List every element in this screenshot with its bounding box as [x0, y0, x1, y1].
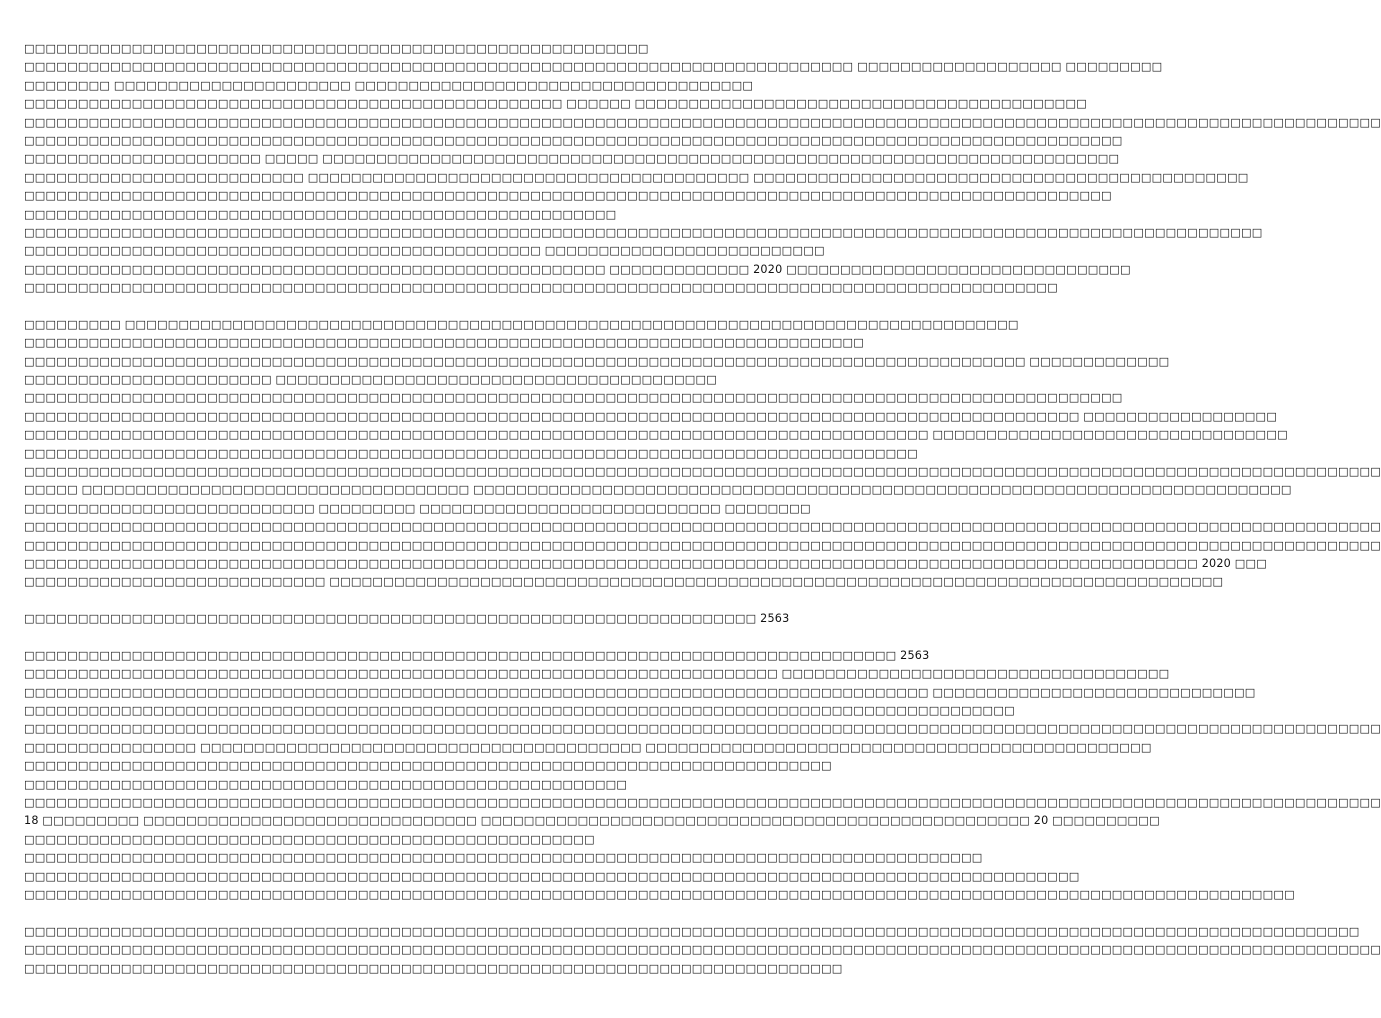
text-line: □□□□□□□□□□□□□□□□□□□□□□□□□□□□□□□□□□□□□□□□□□□□□□□□ □□□□□□□□□□□□□□□□□□□□□□□□□□	[24, 244, 825, 258]
text-line: □□□□□□□□□□□□□□□□□□□□□□□□□□□□□□□□□□□□□□□□□□□□□□□□□□□□□□□□□□□□□□□□□□□□□□□□□□□□□□□□□□□□□□□□□□□□	[24, 704, 1015, 718]
text-line: □□□□□□□□□□□□□□□□□□□□□□□□□□□□□□□□□□□□□□□□□□□□□□□□□□□□□□□□□□	[24, 42, 649, 55]
text-line: □□□□□□□□ □□□□□□□□□□□□□□□□□□□□□□ □□□□□□□□□□□□□□□□□□□□□□□□□□□□□□□□□□□□□	[24, 78, 754, 92]
text-line: □□□□□□□□□□□□□□□□□□□□□□□□□□□□□□□□□□□□□□□□□□□□□□□□□□□□□□□□□□□□□□□□□□□□□□□□□□□□□□□□□□□□□□□□□□□□□□□□□□□□□□□□□□□□□□□□□□□□□□□□□□□□	[24, 924, 1360, 938]
text-line: □□□□□□□□□□□□□□□□□□□□□□□□□□□□□□□□□□□□□□□□□□□□□□□□□□□□□□□□□□□□□□□□□□□□□□□□□□□□□□□□□□□□□□□□□□□□□ □□□□□□□□□□□□□	[24, 354, 1170, 368]
text-line: □□□□□□□□□□□□□□□□□□□□□□□□□□□□□□□□□□□□□□□□□□□□□□□□□□□□□□□□□□□□□□□□□□□□□□□□□□□□□□□□□□□□□□□□□□□□□□□□□□□□□□	[24, 391, 1123, 405]
text-line: □□□□□□□□□□□□□□□□□□□□□□□□□□□□□□□□□□□□□□□□□□□□□□□□□□□□□□□	[24, 207, 617, 221]
text-line: □□□□□□□□□ □□□□□□□□□□□□□□□□□□□□□□□□□□□□□□□□□□□□□□□□□□□□□□□□□□□□□□□□□□□□□□□□□□□□□□□□□□□□□□□□□□□	[24, 317, 1019, 331]
text-line: □□□□□□□□□□□□□□□□□□□□□□□□□□□□□□□□□□□□□□□□□□□□□□□□□□□□□□□□□□□□□□□□□□□□□□ □□□□□□□□□□□□□□□□□□□□□□□□□□□□□□□□□□□□	[24, 667, 1170, 681]
text-line: □□□□□□□□□□□□□□□□ □□□□□□□□□□□□□□□□□□□□□□□□□□□□□□□□□□□□□□□□□ □□□□□□□□□□□□□□□□□□□□□□□□□□□□□□□□□□□□□□□□□□□□□□□	[24, 740, 1152, 754]
paragraph	[24, 923, 1381, 978]
text-line: □□□□□□□□□□□□□□□□□□□□□□□□□□□□□□□□□□□□□□□□□□□□□□□□□□□□□□□□□□□□□□□□□□□□□□□□□□□□□□	[24, 336, 865, 350]
text-line: □□□□□□□□□□□□□□□□□□□□□□□□□□□□□□□□□□□□□□□□□□□□□□□□□□□□□□□□□□□□□□□□□□□□□□□□□□□□□□□□□□□□□□□□□□□□□□□□□□□□□□□□□□□□□□□□□□□□□□□□□□□□□□	[24, 538, 1381, 552]
text-line: □□□□□□□□□□□□□□□□□□□□□□□□□□□□ □□□□□□□□□□□□□□□□□□□□□□□□□□□□□□□□□□□□□□□□□□□□□□□□□□□□□□□□□□□□□□□□□□□□□□□□□□□□□□□□□□□	[24, 575, 1224, 589]
paragraph	[24, 610, 790, 628]
text-line: □□□□□□□□□□□□□□□□□□□□□□□□□□□□□□□□□□□□□□□□□□□□□□□□□□□□□□□□□□□□□□□□□□□□□□□□□□□□□□□□□□□□□□□□□□□□□□□□□□□□□□□□□□□□□□□□□□□□□□□□□□□□□□	[24, 722, 1381, 736]
text-line: □□□□□□□□□□□□□□□□□□□□□□□□□□□□□□□□□□□□□□□□□□□□□□□□□□□□□□□□□□□□□□□□□□□□□□□□□□□□□□□□□□□□□□□□□□□□□□□□□□□□□□□□□□□□□□□□□□□□□□□□□□□□□□	[24, 464, 1381, 478]
paragraph-gap	[24, 297, 696, 315]
text-line: 18 □□□□□□□□□ □□□□□□□□□□□□□□□□□□□□□□□□□□□□□□□ □□□□□□□□□□□□□□□□□□□□□□□□□□□□□□□□□□□□□□□□□□□□□□□□□□□ 20 □□□□□□□□□□	[24, 814, 1160, 828]
text-line: □□□□□□□□□□□□□□□□□□□□□□□□□□□□□□□□□□□□□□□□□□□□□□□□□□□□□□□□□□□□□□□□□□□□□□□□□□□	[24, 759, 832, 773]
text-line: □□□□□□□□□□□□□□□□□□□□□□□ □□□□□□□□□□□□□□□□□□□□□□□□□□□□□□□□□□□□□□□□□	[24, 373, 718, 387]
paragraph	[24, 647, 1381, 904]
text-line: □□□□□□□□□□□□□□□□□□□□□□□□□□□□□□□□□□□□□□□□□□□□□□□□□□□□□	[24, 832, 595, 846]
text-line: □□□□□□□□□□□□□□□□□□□□□□□□□□□□□□□□□□□□□□□□□□□□□□□□□□□□□□□□□□□□□□□□□□□□□□□□□□□□□□□□□□□□□□□□□□□□□□□□□□□□□□□□□□□□□□□□□□□□□□	[24, 887, 1295, 901]
text-line: □□□□□□□□□□□□□□□□□□□□□□ □□□□□ □□□□□□□□□□□□□□□□□□□□□□□□□□□□□□□□□□□□□□□□□□□□□□□□□□□□□□□□□□□□□□□□□□□□□□□□□□	[24, 152, 1120, 166]
text-line: □□□□□□□□□□□□□□□□□□□□□□□□□□□□□□□□□□□□□□□□□□□□□□□□□□□□□□□□□□□□□□□□□□□□□□□□□□□□□□□□□□□□□□□□□□□□□□□□□□□□□	[24, 189, 1112, 203]
text-line: □□□□□□□□□□□□□□□□□□□□□□□□□□□□□□□□□□□□□□□□□□□□□□□□□□□□□□□□□□□□□□□□□□□□ 2563	[24, 612, 790, 626]
text-line: □□□□□□□□□□□□□□□□□□□□□□□□□□□ □□□□□□□□□ □□□□□□□□□□□□□□□□□□□□□□□□□□□□ □□□□□□□□	[24, 501, 811, 515]
text-line: □□□□□□□□□□□□□□□□□□□□□□□□□□□□□□□□□□□□□□□□□□□□□□□□□□□□□□□□□□□□□□□□□□□□□□□□□□□□□□□□□□□□□□□□□□□□□□□□□□□□□□□□□□□□□□□□□□□□□□□□□□□□□□	[24, 115, 1381, 129]
text-line: □□□□□□□□□□□□□□□□□□□□□□□□□□ □□□□□□□□□□□□□□□□□□□□□□□□□□□□□□□□□□□□□□□□□ □□□□□□□□□□□□□□□□□□□□□□□□□□□□□□□□□□□□□□□□□□□□□□	[24, 170, 1249, 184]
paragraph	[24, 316, 1381, 592]
text-line: □□□□□□□□□□□□□□□□□□□□□□□□□□□□□□□□□□□□□□□□□□□□□□□□□□□□□□□□□□□□□□□□□□□□□□□□□□□□□□□□□□□□□□□□□□□□□□□□□□□□□□□□□□□□□□□□□□□□□□□□□□□□□□	[24, 796, 1381, 810]
text-line: □□□□□ □□□□□□□□□□□□□□□□□□□□□□□□□□□□□□□□□□□□ □□□□□□□□□□□□□□□□□□□□□□□□□□□□□□□□□□□□□□□□□□□□□□□□□□□□□□□□□□□□□□□□□□□□□□□□□□□□	[24, 483, 1292, 497]
text-line: □□□□□□□□□□□□□□□□□□□□□□□□□□□□□□□□□□□□□□□□□□□□□□□□□□□□□□□□□□□□□□□□□□□□□□□□□□□□	[24, 961, 843, 975]
text-line: □□□□□□□□□□□□□□□□□□□□□□□□□□□□□□□□□□□□□□□□□□□□□□□□□□□□□□□□□□□□□□□□□□□□□□□□□□□□□□□□□□□□□□□□□□□□□□□□□□□□□□	[24, 133, 1123, 147]
text-line: □□□□□□□□□□□□□□□□□□□□□□□□□□□□□□□□□□□□□□□□□□□□□□□□□□□□□□□□□□□□□□□□□□□□□□□□□□□□□□□□□□□□□□□□□□□□□□□□□□□□□□□□□□□□□□□□□□□□□□□□□□□□□□	[24, 943, 1381, 957]
text-line: □□□□□□□□□□□□□□□□□□□□□□□□□□□□□□□□□□□□□□□□□□□□□□□□□□□□□□□□□□□□□□□□□□□□□□□□□□□□□□□□□□□□□□□□□□□□□□□□□□□□□□□□□□□□□ 2020 □□□	[24, 556, 1268, 570]
text-line: □□□□□□□□□□□□□□□□□□□□□□□□□□□□□□□□□□□□□□□□□□□□□□□□□□□□□□□□□□□□□□□□□□□□□□□□□□□□□□□□□□□□□□□□□□□□□□□□□□□□□□□□□□□□□□□□□□□□□□□□□□□□□□	[24, 520, 1381, 534]
text-line: □□□□□□□□□□□□□□□□□□□□□□□□□□□□□□□□□□□□□□□□□□□□□□□□□□□□□□□□□□□□□□□□□□□□□□□□□□□□□□□□□ 2563	[24, 648, 930, 662]
text-line: □□□□□□□□□□□□□□□□□□□□□□□□□□□□□□□□□□□□□□□□□□□□□□□□□□□□□□□□□□□□□□□□□□□□□□□□□□□□□□□□□□□□ □□□□□□□□□□□□□□□□□□□□□□□□□□□□□□□□□	[24, 428, 1288, 442]
text-line: □□□□□□□□□□□□□□□□□□□□□□□□□□□□□□□□□□□□□□□□□□□□□□□□□□□□□□□□□□□□□□□□□□□□□□□□□□□□□□□□□□□□□□□□□	[24, 851, 983, 865]
paragraph-gap	[24, 592, 696, 610]
text-line: □□□□□□□□□□□□□□□□□□□□□□□□□□□□□□□□□□□□□□□□□□□□□□□□□□□□□□□□□□□□□□□□□□□□□□□□□□□□□□□□□□□□□□□□□□□□□□□□□□ □□□□□□□□□□□□□□□□□□	[24, 409, 1278, 423]
text-line: □□□□□□□□□□□□□□□□□□□□□□□□□□□□□□□□□□□□□□□□□□□□□□□□□□ □□□□□□ □□□□□□□□□□□□□□□□□□□□□□□□□□□□□□□□□□□□□□□□□□	[24, 97, 1087, 111]
text-line: □□□□□□□□□□□□□□□□□□□□□□□□□□□□□□□□□□□□□□□□□□□□□□□□□□□□□□□□□□□□□□□□□□□□□□□□□□□□□□□□□□□□□□□□□□□□□□□□	[24, 281, 1058, 295]
paragraph-gap	[24, 904, 696, 922]
document-body	[24, 40, 1381, 978]
text-line: □□□□□□□□□□□□□□□□□□□□□□□□□□□□□□□□□□□□□□□□□□□□□□□□□□□□□□□□□□□□□□□□□□□□□□□□□□□□□ □□□□□□□□□□□□□□□□□□□ □□□□□□□□□	[24, 60, 1163, 74]
text-line: □□□□□□□□□□□□□□□□□□□□□□□□□□□□□□□□□□□□□□□□□□□□□□□□□□□□□□□□□□□□□□□□□□□□□□□□□□□□□□□□□□□	[24, 446, 918, 460]
paragraph-gap	[24, 629, 696, 647]
text-line: □□□□□□□□□□□□□□□□□□□□□□□□□□□□□□□□□□□□□□□□□□□□□□□□□□□□□□□□□□□□□□□□□□□□□□□□□□□□□□□□□□□□□□□□□□□□□□□□□□	[24, 869, 1080, 883]
paragraph	[24, 40, 1381, 297]
text-line: □□□□□□□□□□□□□□□□□□□□□□□□□□□□□□□□□□□□□□□□□□□□□□□□□□□□□□□□□□□□□□□□□□□□□□□□□□□□□□□□□□□□ □□□□□□□□□□□□□□□□□□□□□□□□□□□□□□	[24, 685, 1256, 699]
text-line: □□□□□□□□□□□□□□□□□□□□□□□□□□□□□□□□□□□□□□□□□□□□□□□□□□□□□□□□	[24, 777, 628, 791]
text-line: □□□□□□□□□□□□□□□□□□□□□□□□□□□□□□□□□□□□□□□□□□□□□□□□□□□□□□ □□□□□□□□□□□□□ 2020 □□□□□□□□□□□□□□□□□□□□□□□□□□□□□□□□	[24, 262, 1131, 276]
text-line: □□□□□□□□□□□□□□□□□□□□□□□□□□□□□□□□□□□□□□□□□□□□□□□□□□□□□□□□□□□□□□□□□□□□□□□□□□□□□□□□□□□□□□□□□□□□□□□□□□□□□□□□□□□□□□□□□□□	[24, 225, 1263, 239]
